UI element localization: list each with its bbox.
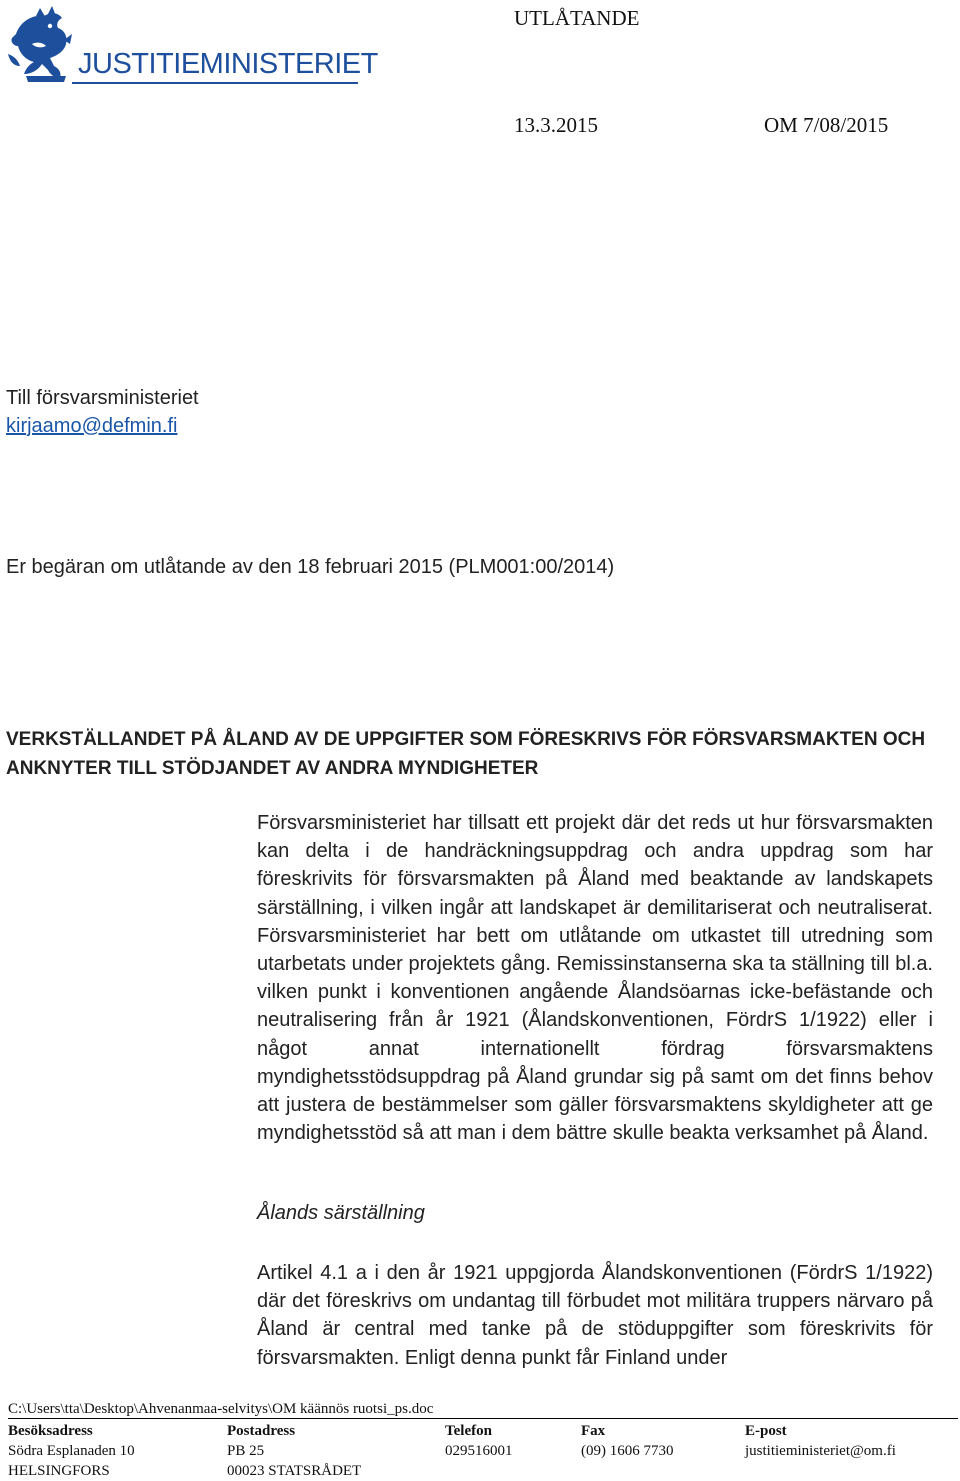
header-visiting-address: Besöksadress xyxy=(8,1423,93,1439)
request-line: Er begäran om utlåtande av den 18 februari 2015 (PLM001:00/2014) xyxy=(6,556,615,578)
recipient-email-link[interactable]: kirjaamo@defmin.fi xyxy=(6,415,178,437)
article-paragraph: Artikel 4.1 a i den år 1921 uppgjorda Ålandskonventionen (FördrS 1/1922) där det föreskrivs om undantag till förbudet mot militära truppers närvaro på Åland är central med tanke på de stöduppgifter som föreskrivits för försvarsmakten. Enligt denna punkt får Finland under xyxy=(257,1262,933,1369)
intro-paragraph: Försvarsministeriet har tillsatt ett projekt där det reds ut hur försvarsmakten kan delta i de handräckningsuppdrag och andra uppdrag som har föreskrivits för försvarsmakten på Åland med beaktande av landskapets särställning, i vilken ingår att landskapet är demilitariserat och neutraliserat. Försvarsministeriet har bett om utlåtande om utkastet till utredning som utarbetats under projektets gång. Remissinstanserna ska ta ställning till bl.a. vilken punkt i konventionen angående Ålandsöarnas icke-befästande och neutralisering från år 1921 (Ålandskonventionen, FördrS 1/1922) eller i något annat internationellt fördrag försvarsmaktens myndighetsstödsuppdrag på Åland grundar sig på samt om det finns behov att justera de bestämmelser som gäller försvarsmaktens skyldigheter att ge myndighetsstöd så att man i dem bättre skulle beakta verksamhet på Åland. xyxy=(257,812,933,1145)
document-date: 13.3.2015 xyxy=(514,113,598,137)
header-postal-address: Postadress xyxy=(227,1423,296,1439)
postal-code: 00023 STATSRÅDET xyxy=(227,1463,362,1479)
contact-email: justitieministeriet@om.fi xyxy=(745,1443,896,1459)
postal-box: PB 25 xyxy=(227,1443,265,1459)
empty-cell xyxy=(745,1461,955,1481)
section-heading: Ålands särställning xyxy=(257,1202,425,1224)
ministry-logo xyxy=(6,4,378,88)
visiting-street: Södra Esplanaden 10 xyxy=(8,1443,135,1459)
header-email: E-post xyxy=(745,1423,787,1439)
file-path: C:\Users\tta\Desktop\Ahvenanmaa-selvitys\OM käännös ruotsi_ps.doc xyxy=(8,1400,958,1419)
recipient-name: Till försvarsministeriet xyxy=(6,387,199,409)
empty-cell xyxy=(581,1461,745,1481)
contact-row xyxy=(8,1441,960,1461)
document-reference: OM 7/08/2015 xyxy=(764,113,889,137)
document-type: UTLÅTANDE xyxy=(514,6,640,30)
header-phone: Telefon xyxy=(445,1423,492,1439)
header-fax: Fax xyxy=(581,1423,606,1439)
visiting-city: HELSINGFORS xyxy=(8,1463,110,1479)
fax-number: (09) 1606 7730 xyxy=(581,1443,674,1459)
empty-cell xyxy=(445,1461,581,1481)
contact-header-row xyxy=(8,1421,960,1441)
logo-wordmark: JUSTITIEMINISTERIET xyxy=(78,48,378,80)
document-title: VERKSTÄLLANDET PÅ ÅLAND AV DE UPPGIFTER SOM FÖRESKRIVS FÖR FÖRSVARSMAKTEN OCH ANKNYTER TILL STÖDJANDET AV ANDRA MYNDIGHETER xyxy=(6,729,926,779)
phone-number: 029516001 xyxy=(445,1443,513,1459)
contact-row xyxy=(8,1461,960,1481)
contact-table xyxy=(8,1421,960,1481)
page-footer xyxy=(8,1400,960,1481)
